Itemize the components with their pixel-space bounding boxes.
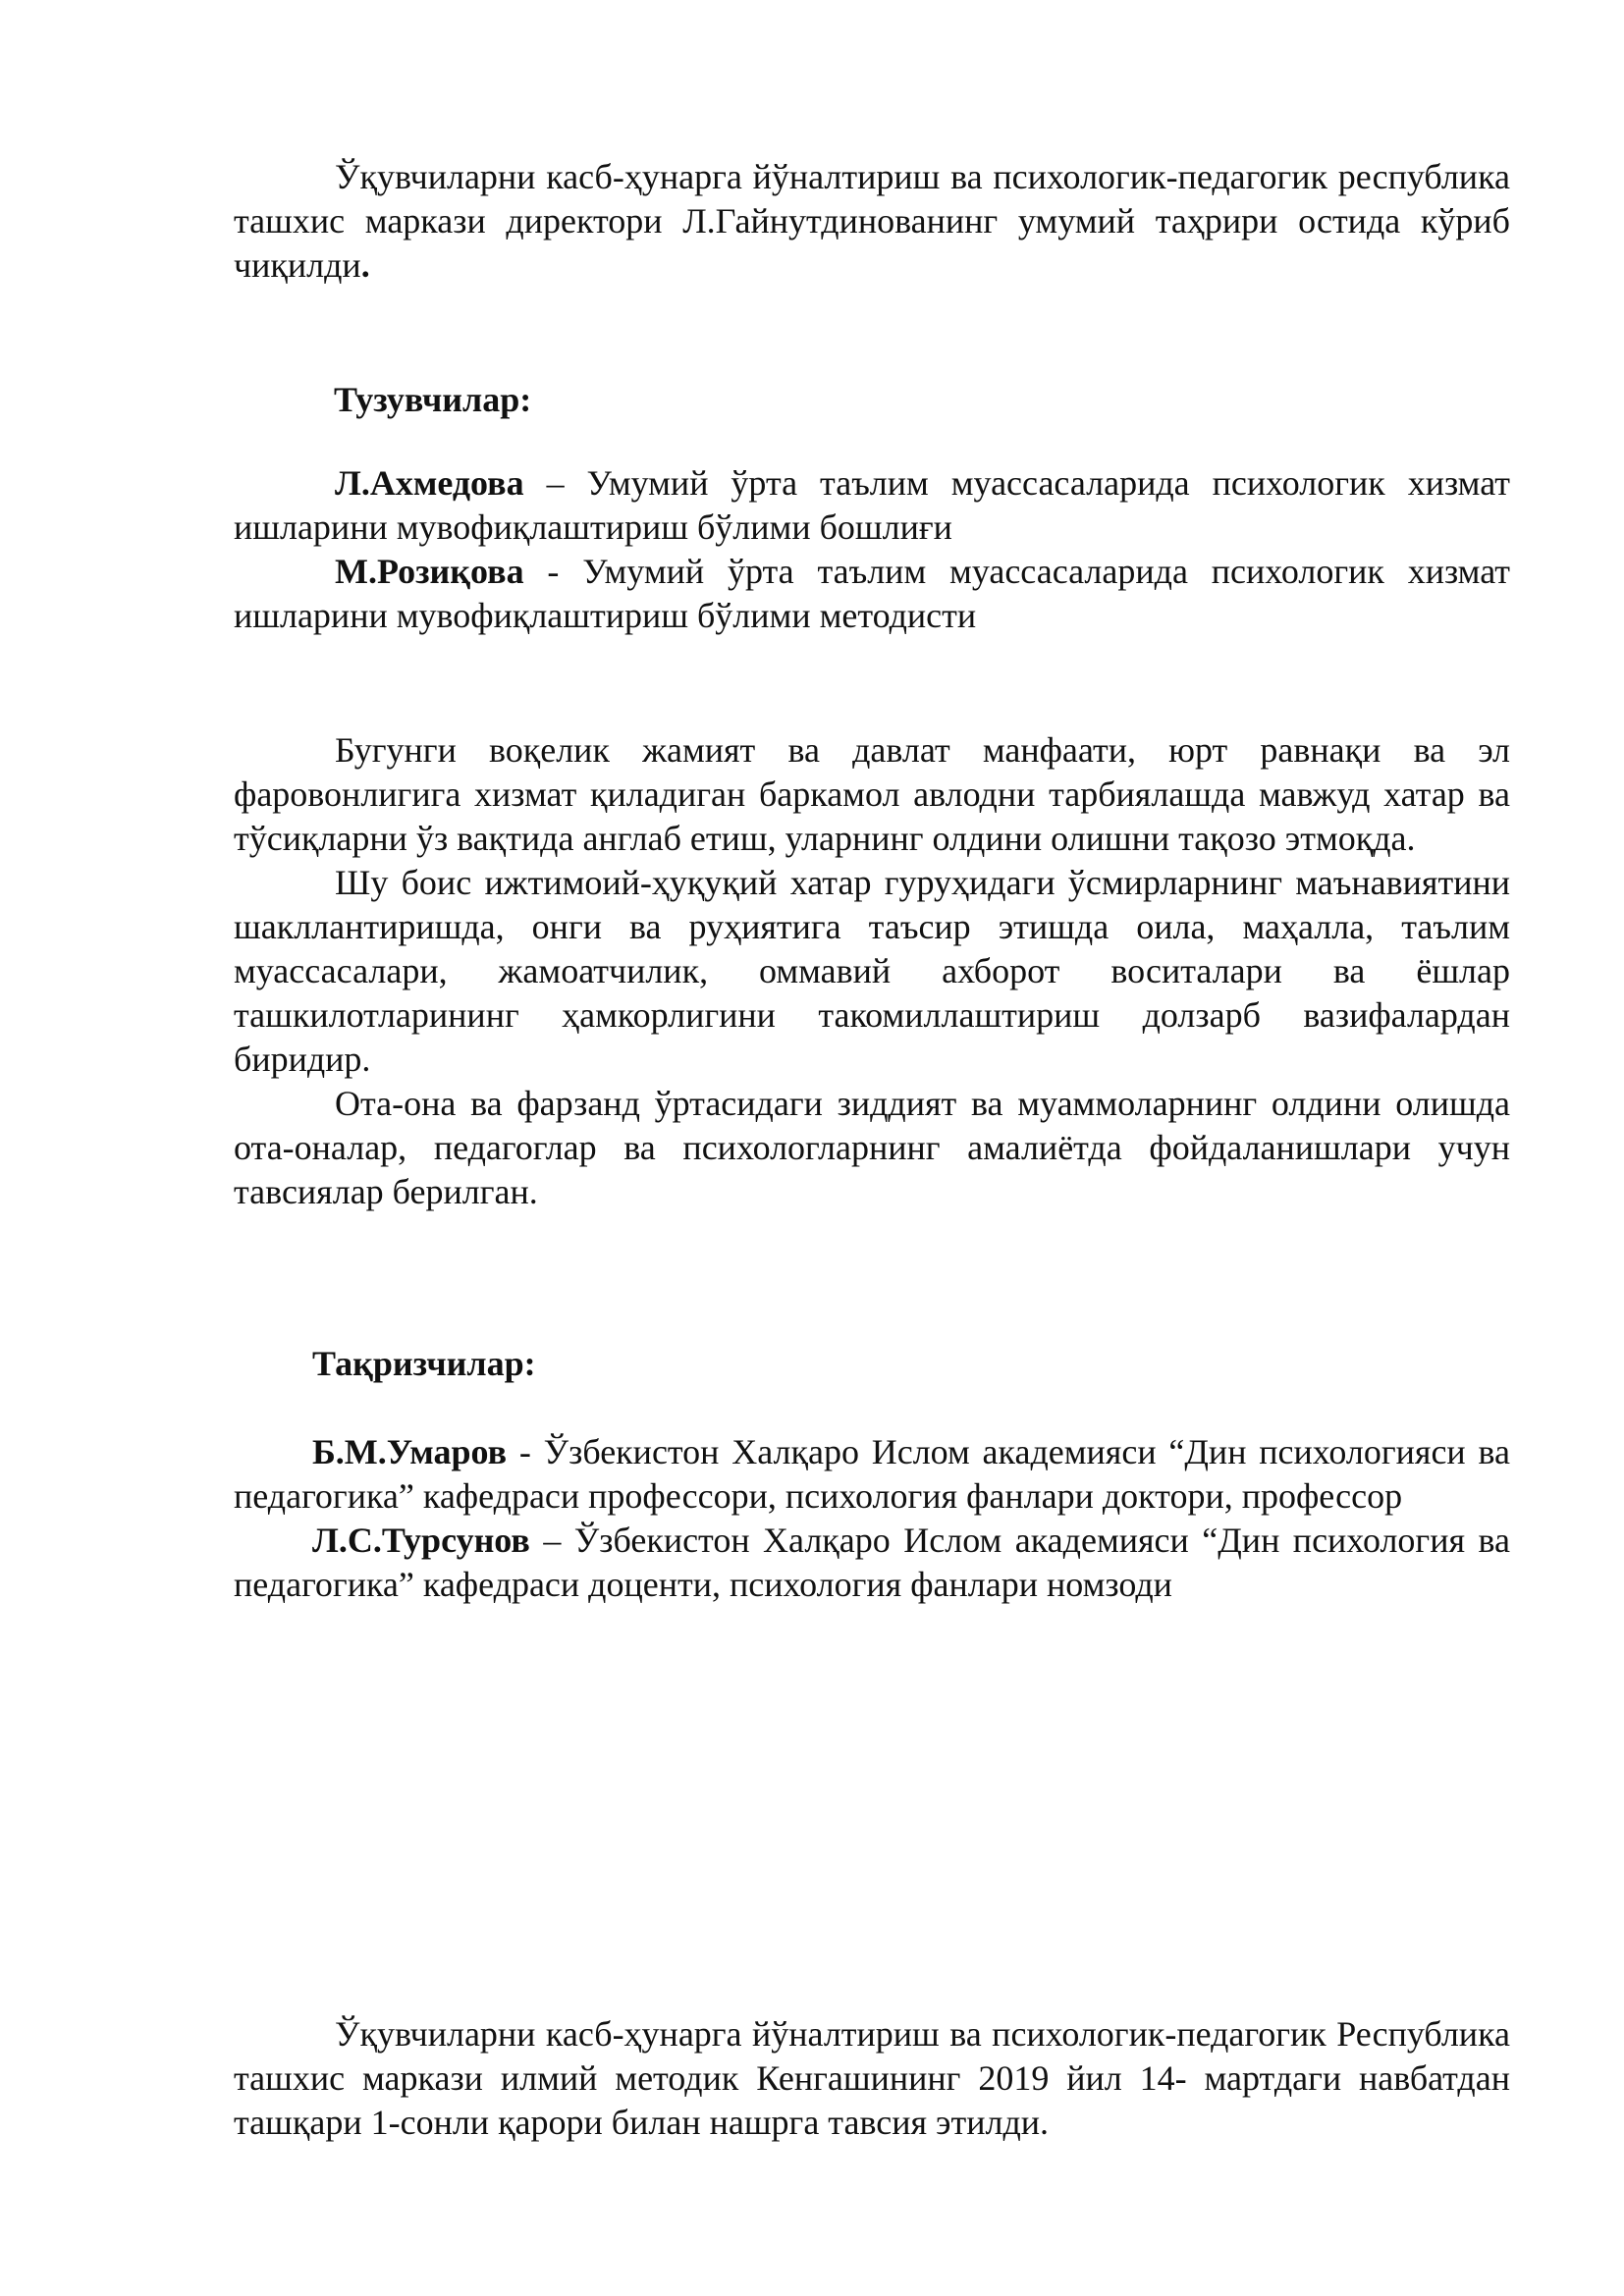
author-name: М.Розиқова bbox=[335, 552, 524, 591]
author-role: Умумий ўрта таълим муассасаларида психологик хизмат ишларини мувофиқлаштириш бўлими методисти bbox=[234, 552, 1510, 635]
reviewer-entry bbox=[234, 1430, 1510, 1519]
author-separator: – bbox=[523, 463, 587, 503]
intro-end: . bbox=[360, 245, 370, 285]
author-name: Л.Ахмедова bbox=[335, 463, 524, 503]
body-paragraph: Бугунги воқелик жамият ва давлат манфаати, юрт равнақи ва эл фаровонлигига хизмат қиладиган баркамол авлодни тарбиялашда мавжуд хатар ва тўсиқларни ўз вақтида англаб етиш, уларнинг олдини олишни тақозо этмоқда. bbox=[234, 730, 1510, 858]
reviewer-name: Б.М.Умаров bbox=[312, 1432, 508, 1471]
reviewer-role: Ўзбекистон Халқаро Ислом академияси “Дин психология ва педагогика” кафедраси доценти, психология фанлари номзоди bbox=[234, 1521, 1510, 1604]
intro-text: Ўқувчиларни касб-ҳунарга йўналтириш ва психологик-педагогик республика ташхис маркази директори Л.Гайнутдинованинг умумий таҳрири остида кўриб чиқилди bbox=[234, 157, 1510, 285]
body-paragraph: Ота-она ва фарзанд ўртасидаги зиддият ва муаммоларнинг олдини олишда ота-оналар, педагоглар ва психологларнинг амалиётда фойдаланишлари учун тавсиялар берилган. bbox=[234, 1084, 1510, 1211]
reviewers-heading: Тақризчилар: bbox=[312, 1344, 536, 1383]
reviewers-list bbox=[234, 1430, 1510, 1607]
reviewer-role: Ўзбекистон Халқаро Ислом академияси “Дин психологияси ва педагогика” кафедраси профессори, психология фанлари доктори, профессор bbox=[234, 1432, 1510, 1516]
author-entry bbox=[234, 461, 1510, 550]
main-text-section bbox=[234, 728, 1510, 1214]
approval-paragraph: Ўқувчиларни касб-ҳунарга йўналтириш ва психологик-педагогик Республика ташхис маркази илмий методик Кенгашининг 2019 йил 14- мартдаги навбатдан ташқари 1-сонли қарори билан нашрга тавсия этилди. bbox=[234, 2014, 1510, 2142]
approval-section bbox=[234, 2012, 1510, 2145]
reviewer-separator: – bbox=[529, 1521, 574, 1560]
reviewer-entry bbox=[234, 1519, 1510, 1607]
reviewer-separator: - bbox=[507, 1432, 544, 1471]
author-entry bbox=[234, 550, 1510, 638]
author-role: Умумий ўрта таълим муассасаларида психологик хизмат ишларини мувофиқлаштириш бўлими бошлиғи bbox=[234, 463, 1510, 547]
author-separator: - bbox=[523, 552, 583, 591]
intro-section bbox=[234, 155, 1510, 288]
authors-list bbox=[234, 461, 1510, 638]
intro-paragraph bbox=[234, 155, 1510, 288]
body-paragraph: Шу боис ижтимоий-ҳуқуқий хатар гуруҳидаги ўсмирларнинг маънавиятини шакллантиришда, онги ва руҳиятига таъсир этишда оила, маҳалла, таълим муассасалари, жамоатчилик, оммавий ахборот воситалари ва ёшлар ташкилотларининг ҳамкорлигини такомиллаштириш долзарб вазифалардан биридир. bbox=[234, 863, 1510, 1079]
reviewer-name: Л.С.Турсунов bbox=[312, 1521, 530, 1560]
authors-heading: Тузувчилар: bbox=[334, 380, 532, 419]
